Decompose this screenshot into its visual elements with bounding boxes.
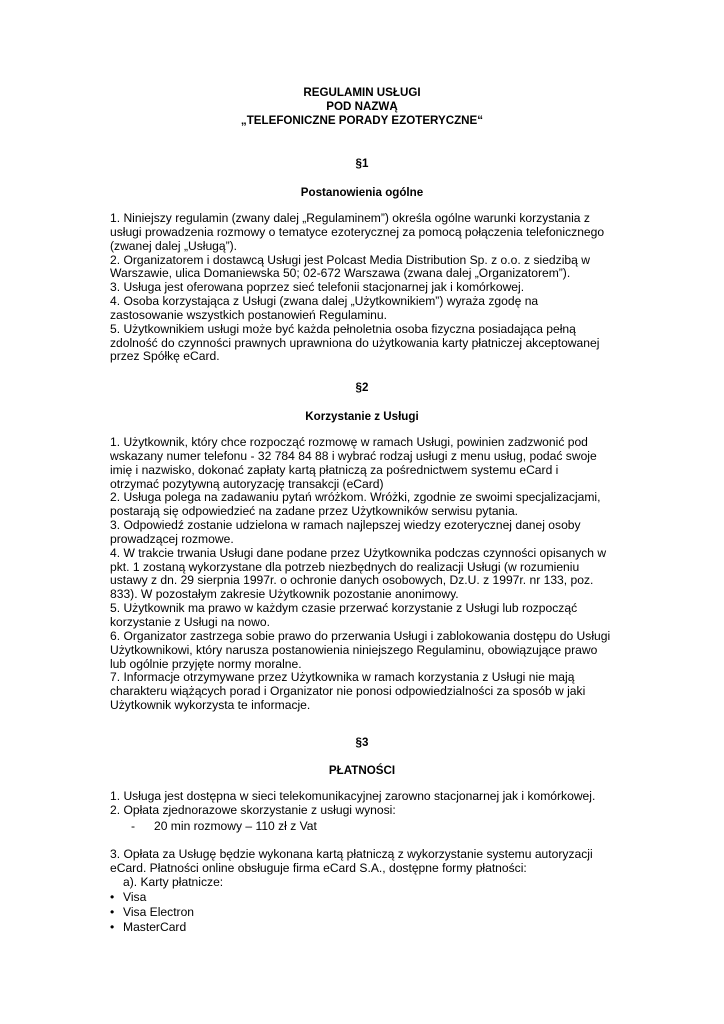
card-name: MasterCard <box>123 919 187 934</box>
bullet-icon: • <box>110 904 115 919</box>
dash-marker: - <box>131 819 136 833</box>
text-line: 2. Usługa polega na zadawaniu pytań wróżkom. Wróżki, zgodnie ze swoimi specjalizacjami, <box>110 490 601 505</box>
list-item <box>110 921 223 936</box>
text-line: usługi prowadzenia rozmowy o tematyce ezoterycznej za pomocą połączenia telefonicznego <box>110 224 605 239</box>
text-line: 7. Informacje otrzymywane przez Użytkownika w ramach korzystania z Usługi nie mają <box>110 670 575 685</box>
text-line: postarają się odpowiedzieć na zadane przez Użytkowników serwisu pytania. <box>110 504 519 519</box>
text-line: 1. Usługa jest dostępna w sieci telekomunikacyjnej zarowno stacjonarnej jak i komórkowej. <box>110 789 596 803</box>
text-line: korzystanie z Usługi na nowo. <box>110 614 270 629</box>
text-line: 3. Usługa jest oferowana poprzez sieć telefonii stacjonarnej jak i komórkowej. <box>110 280 525 295</box>
card-name: Visa Electron <box>123 904 195 919</box>
list-item <box>110 906 223 921</box>
section-2-body <box>110 436 620 713</box>
text-line: lub ogólnie przyjęte normy moralne. <box>110 656 302 671</box>
section-3-number: §3 <box>355 736 369 749</box>
section-1-number: §1 <box>355 157 369 170</box>
price-text: 20 min rozmowy – 110 zł z Vat <box>154 819 317 833</box>
text-line: przez Spółkę eCard. <box>110 349 220 364</box>
title-line-1: REGULAMIN USŁUGI <box>303 86 421 99</box>
title-line-2: POD NAZWĄ <box>326 100 398 113</box>
text-line: 1. Użytkownik, który chce rozpocząć rozmowę w ramach Usługi, powinien zadzwonić pod <box>110 435 588 449</box>
text-line: 5. Użytkownik ma prawo w każdym czasie przerwać korzystanie z Usługi lub rozpocząć <box>110 601 578 616</box>
title-line-3: „TELEFONICZNE PORADY EZOTERYCZNE“ <box>240 114 484 127</box>
text-line: 2. Organizatorem i dostawcą Usługi jest Polcast Media Distribution Sp. z o.o. z siedzibą w <box>110 252 590 267</box>
bullet-icon: • <box>110 919 115 934</box>
bullet-icon: • <box>110 889 115 904</box>
text-line: prowadzącej rozmowe. <box>110 531 234 546</box>
text-line: otrzymać pozytywną autoryzację transakcji (eCard) <box>110 476 384 491</box>
payment-cards-list <box>110 876 223 936</box>
list-item <box>110 891 223 906</box>
text-line: wskazany numer telefonu - 32 784 84 88 i wybrać rodzaj usługi z menu usług, podać swoje <box>110 448 597 463</box>
text-line: zdolność do czynności prawnych uprawniona do użytkowania karty płatniczej akceptowanej <box>110 335 600 350</box>
section-3-body <box>110 790 620 818</box>
text-line: pkt. 1 zostaną wykorzystane dla potrzeb niezbędnych do realizacji Usługi (w rozumieniu <box>110 559 580 574</box>
text-line: Warszawie, ulica Domaniewska 50; 02-672 Warszawa (zwana dalej „Organizatorem”). <box>110 266 571 281</box>
text-line: 3. Odpowiedź zostanie udzielona w ramach najlepszej wiedzy ezoterycznej danej osoby <box>110 518 581 533</box>
text-line: 6. Organizator zastrzega sobie prawo do przerwania Usługi i zablokowania dostępu do Usługi <box>110 628 611 643</box>
section-1-heading: Postanowienia ogólne <box>300 186 424 199</box>
text-line: 2. Opłata zjednorazowe skorzystanie z usługi wynosi: <box>110 802 396 817</box>
text-line: Użytkownikowi, który narusza postanowienia niniejszego Regulaminu, obowiązujące prawo <box>110 642 598 657</box>
price-item <box>131 820 317 834</box>
cards-heading: a). Karty płatnicze: <box>123 875 224 889</box>
text-line: ustawy z dn. 29 sierpnia 1997r. o ochronie danych osobowych, Dz.U. z 1997r. nr 133, poz. <box>110 573 594 588</box>
text-line: charakteru wiążących porad i Organizator nie ponosi odpowiedzialności za sposób w jaki <box>110 684 586 699</box>
section-2-heading: Korzystanie z Usługi <box>305 410 419 423</box>
text-line: zastosowanie wszystkich postanowień Regulaminu. <box>110 307 387 322</box>
section-1-body <box>110 212 620 364</box>
section-3-heading: PŁATNOŚCI <box>328 764 396 777</box>
text-line: 833). W pozostałym zakresie Użytkownik pozostanie anonimowy. <box>110 587 459 602</box>
text-line: 4. Osoba korzystająca z Usługi (zwana dalej „Użytkownikiem”) wyraża zgodę na <box>110 294 539 309</box>
text-line: imię i nazwisko, dokonać zapłaty kartą płatniczą za pośrednictwem systemu eCard i <box>110 462 559 477</box>
text-line: 5. Użytkownikiem usługi może być każda pełnoletnia osoba fizyczna posiadająca pełną <box>110 321 576 336</box>
text-line: eCard. Płatności online obsługuje firma eCard S.A., dostępne formy płatności: <box>110 860 527 875</box>
text-line: 3. Opłata za Usługę będzie wykonana kartą płatniczą z wykorzystanie systemu autoryzacji <box>110 847 593 861</box>
card-name: Visa <box>123 889 147 904</box>
text-line: Użytkownik wykorzysta te informacje. <box>110 698 311 713</box>
section-2-number: §2 <box>355 381 369 394</box>
document-title <box>100 86 624 128</box>
section-3-payment-body <box>110 848 620 876</box>
text-line: 1. Niniejszy regulamin (zwany dalej „Regulaminem”) określa ogólne warunki korzystania z <box>110 211 590 225</box>
text-line: (zwanej dalej „Usługą”). <box>110 238 238 253</box>
text-line: 4. W trakcie trwania Usługi dane podane przez Użytkownika podczas czynności opisanych w <box>110 545 607 560</box>
